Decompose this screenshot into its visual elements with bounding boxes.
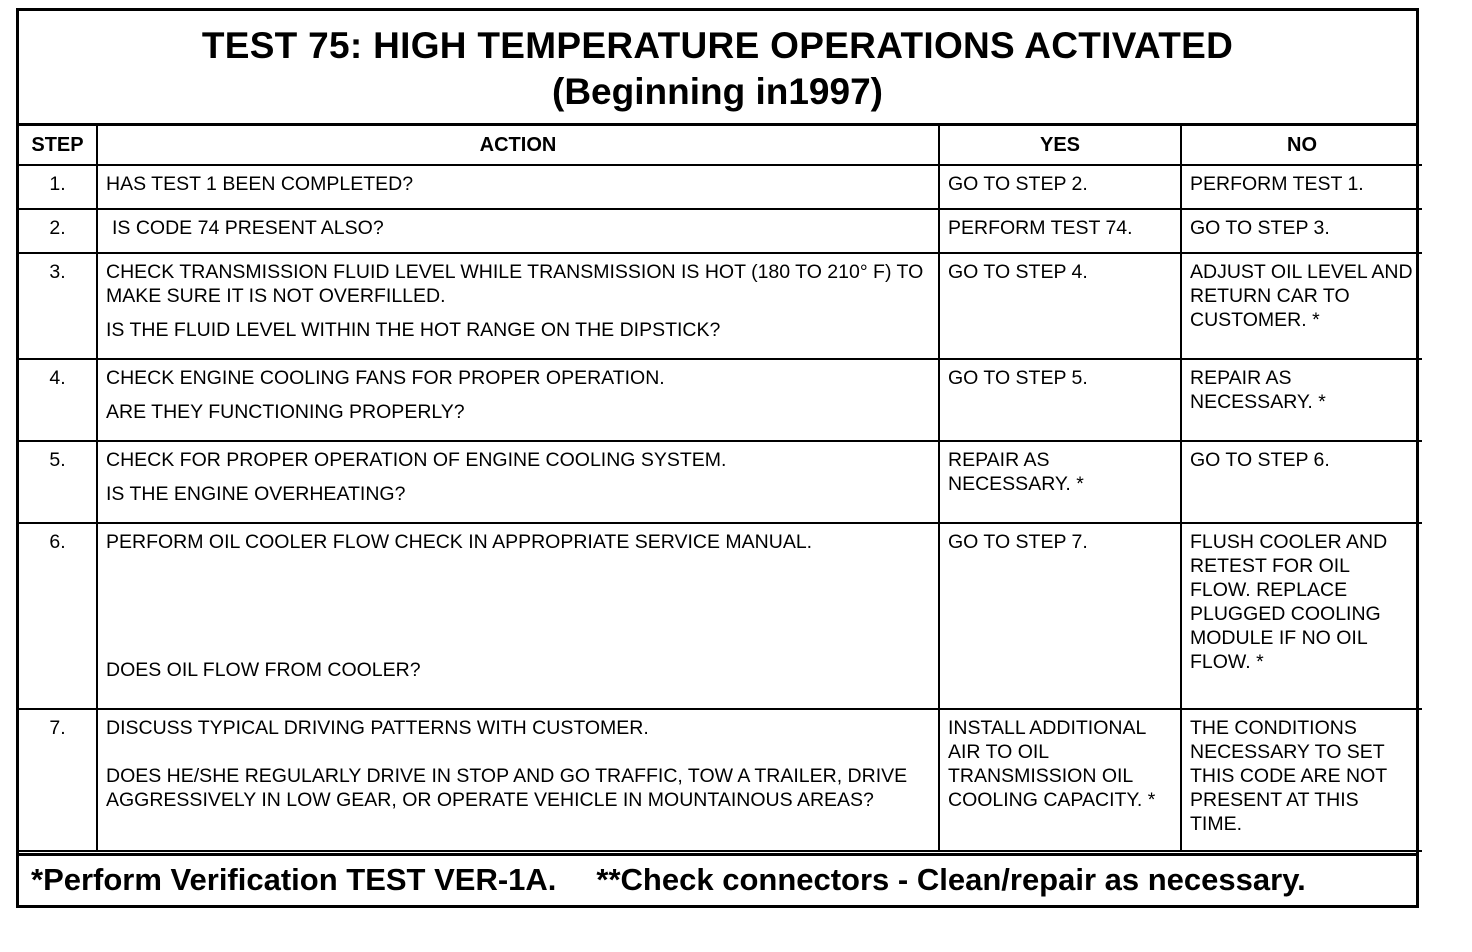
diagnostic-chart (16, 8, 1419, 908)
table-row (19, 709, 1422, 851)
table-row (19, 523, 1422, 709)
page-title: TEST 75: HIGH TEMPERATURE OPERATIONS ACTIVATED (201, 25, 1234, 66)
steps-table (19, 126, 1422, 852)
action-question: ARE THEY FUNCTIONING PROPERLY? (106, 401, 465, 423)
title-block (19, 11, 1416, 126)
step-number: 5. (19, 441, 97, 523)
header-action: ACTION (97, 126, 939, 165)
action-cell (97, 209, 939, 253)
action-cell (97, 165, 939, 209)
step-number: 1. (19, 165, 97, 209)
action-cell (97, 253, 939, 359)
no-cell: ADJUST OIL LEVEL AND RETURN CAR TO CUSTOMER. * (1181, 253, 1422, 359)
yes-cell: PERFORM TEST 74. (939, 209, 1181, 253)
no-cell: GO TO STEP 6. (1181, 441, 1422, 523)
action-cell (97, 441, 939, 523)
action-cell (97, 359, 939, 441)
yes-cell: GO TO STEP 7. (939, 523, 1181, 709)
action-text: DISCUSS TYPICAL DRIVING PATTERNS WITH CUSTOMER. (106, 717, 649, 739)
header-no: NO (1181, 126, 1422, 165)
step-number: 3. (19, 253, 97, 359)
yes-cell: GO TO STEP 2. (939, 165, 1181, 209)
no-cell: PERFORM TEST 1. (1181, 165, 1422, 209)
table-row (19, 165, 1422, 209)
action-question: DOES HE/SHE REGULARLY DRIVE IN STOP AND GO TRAFFIC, TOW A TRAILER, DRIVE AGGRESSIVELY IN LOW GEAR, OR OPERATE VEHICLE IN MOUNTAINOUS AREAS? (106, 765, 908, 811)
action-cell (97, 523, 939, 709)
action-question: DOES OIL FLOW FROM COOLER? (106, 659, 421, 681)
no-cell: FLUSH COOLER AND RETEST FOR OIL FLOW. REPLACE PLUGGED COOLING MODULE IF NO OIL FLOW. * (1181, 523, 1422, 709)
action-question: IS THE FLUID LEVEL WITHIN THE HOT RANGE ON THE DIPSTICK? (106, 319, 721, 341)
header-yes: YES (939, 126, 1181, 165)
verification-note: *Perform Verification TEST VER-1A. (31, 862, 557, 897)
connectors-note: **Check connectors - Clean/repair as necessary. (596, 862, 1306, 897)
action-text: CHECK ENGINE COOLING FANS FOR PROPER OPERATION. (106, 367, 665, 389)
step-number: 7. (19, 709, 97, 851)
header-step: STEP (19, 126, 97, 165)
footer-notes (19, 853, 1416, 905)
action-text: CHECK TRANSMISSION FLUID LEVEL WHILE TRANSMISSION IS HOT (180 TO 210° F) TO MAKE SURE IT IS NOT OVERFILLED. (106, 261, 924, 307)
no-cell: THE CONDITIONS NECESSARY TO SET THIS CODE ARE NOT PRESENT AT THIS TIME. (1181, 709, 1422, 851)
step-number: 4. (19, 359, 97, 441)
yes-cell: INSTALL ADDITIONAL AIR TO OIL TRANSMISSION OIL COOLING CAPACITY. * (939, 709, 1181, 851)
table-row (19, 253, 1422, 359)
action-text: HAS TEST 1 BEEN COMPLETED? (106, 173, 414, 195)
yes-cell: REPAIR AS NECESSARY. * (939, 441, 1181, 523)
yes-cell: GO TO STEP 4. (939, 253, 1181, 359)
table-row (19, 209, 1422, 253)
action-text: CHECK FOR PROPER OPERATION OF ENGINE COOLING SYSTEM. (106, 449, 727, 471)
action-text: PERFORM OIL COOLER FLOW CHECK IN APPROPRIATE SERVICE MANUAL. (106, 531, 813, 553)
no-cell: REPAIR AS NECESSARY. * (1181, 359, 1422, 441)
table-header-row (19, 126, 1422, 165)
action-question: IS THE ENGINE OVERHEATING? (106, 483, 406, 505)
no-cell: GO TO STEP 3. (1181, 209, 1422, 253)
step-number: 6. (19, 523, 97, 709)
page-subtitle: (Beginning in1997) (552, 71, 883, 112)
action-text: IS CODE 74 PRESENT ALSO? (112, 217, 384, 239)
table-row (19, 441, 1422, 523)
step-number: 2. (19, 209, 97, 253)
yes-cell: GO TO STEP 5. (939, 359, 1181, 441)
action-cell (97, 709, 939, 851)
table-row (19, 359, 1422, 441)
